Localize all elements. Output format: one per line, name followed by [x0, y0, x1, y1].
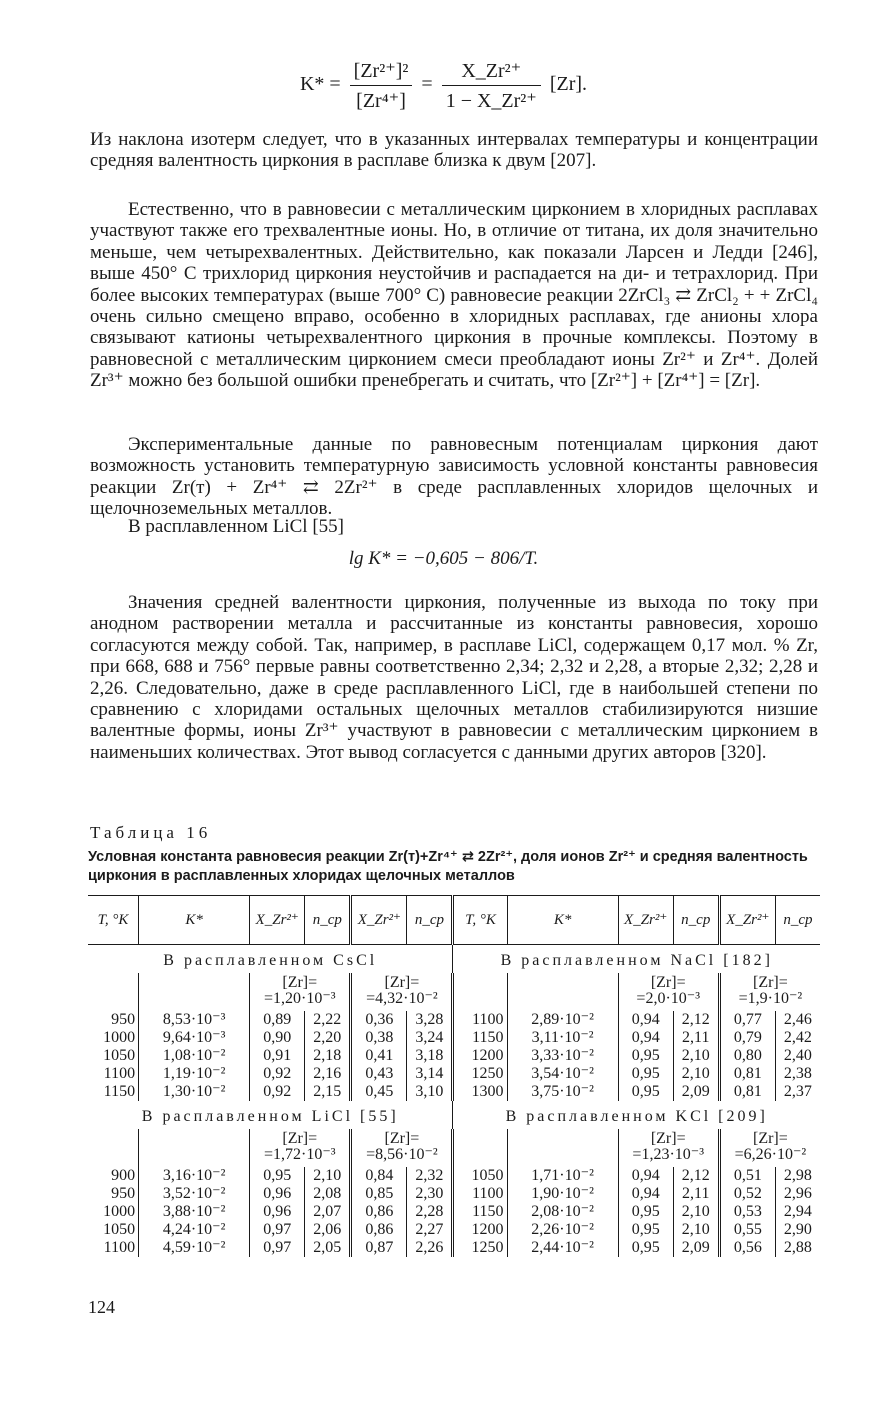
table-cell: 8,53·10⁻³ [139, 1011, 250, 1029]
table-cell: 2,40 [775, 1047, 820, 1065]
table-cell: 2,07 [305, 1203, 351, 1221]
table-row [88, 1167, 820, 1185]
table-cell: 0,86 [351, 1221, 407, 1239]
empty-cell [453, 1129, 507, 1167]
table-cell: 950 [111, 1185, 136, 1202]
table-cell: 0,53 [719, 1203, 775, 1221]
table-cell: 0,79 [719, 1029, 775, 1047]
table-cell: 2,10 [673, 1065, 719, 1083]
table-cell: 0,41 [351, 1047, 407, 1065]
table-cell: 3,18 [407, 1047, 453, 1065]
zr-concentration [618, 973, 719, 1011]
table-row [88, 1047, 820, 1065]
table-cell: 2,32 [407, 1167, 453, 1185]
table-cell: 0,86 [351, 1203, 407, 1221]
column-header: X_Zr²⁺ [618, 896, 673, 945]
table-cell: 0,52 [719, 1185, 775, 1203]
table-cell: 0,51 [719, 1167, 775, 1185]
zr-value: =1,72·10⁻³ [263, 1146, 336, 1163]
table-cell: 2,09 [673, 1083, 719, 1101]
table-row [88, 1221, 820, 1239]
zr-concentration [351, 1129, 453, 1167]
empty-cell [507, 1129, 618, 1167]
table-cell: 1100 [453, 1185, 507, 1203]
empty-cell [507, 973, 618, 1011]
table-cell: 1,30·10⁻² [139, 1083, 250, 1101]
table-cell: 0,95 [618, 1065, 673, 1083]
table-cell: 3,10 [407, 1083, 453, 1101]
table-body [88, 945, 820, 1258]
table-cell: 3,75·10⁻² [507, 1083, 618, 1101]
table-cell: 1,08·10⁻² [139, 1047, 250, 1065]
table-cell: 2,42 [775, 1029, 820, 1047]
table-cell: 0,87 [351, 1239, 407, 1257]
table-cell: 0,95 [618, 1047, 673, 1065]
column-header: K* [507, 896, 618, 945]
table-row [88, 1185, 820, 1203]
zr-value: =6,26·10⁻² [734, 1146, 807, 1163]
empty-cell [88, 973, 139, 1011]
table-cell: 3,28 [407, 1011, 453, 1029]
table-cell: 3,33·10⁻² [507, 1047, 618, 1065]
table-section-row [88, 1101, 820, 1129]
table-row [88, 1011, 820, 1029]
table-cell: 2,08 [305, 1185, 351, 1203]
table-cell: 2,89·10⁻² [507, 1011, 618, 1029]
zr-concentration [250, 1129, 351, 1167]
zr-concentration [719, 1129, 820, 1167]
table-cell: 0,81 [719, 1083, 775, 1101]
fraction-denominator: 1 − X_Zr²⁺ [445, 90, 537, 112]
zr-label: [Zr]= [384, 974, 420, 991]
zr-label: [Zr]= [650, 974, 686, 991]
table-cell: 1200 [453, 1047, 507, 1065]
table-cell: 2,12 [673, 1167, 719, 1185]
table-cell: 2,38 [775, 1065, 820, 1083]
fraction-numerator: [Zr²⁺]² [350, 58, 413, 86]
table-cell: 0,97 [250, 1239, 305, 1257]
table-cell: 3,88·10⁻² [139, 1203, 250, 1221]
table-cell: 2,05 [305, 1239, 351, 1257]
table-cell: 0,96 [250, 1203, 305, 1221]
empty-cell [139, 973, 250, 1011]
paragraph: Из наклона изотерм следует, что в указанных интервалах температуры и концентрации средняя валентность циркония в расплаве близка к двум [207]. [90, 129, 818, 172]
table-row [88, 1065, 820, 1083]
table-cell: 1150 [103, 1083, 136, 1100]
fraction-concentrations [350, 58, 413, 113]
table-concentration-row [88, 973, 820, 1011]
table-section-row [88, 945, 820, 974]
table-cell: 1000 [103, 1029, 136, 1046]
table-cell: 2,98 [775, 1167, 820, 1185]
table-cell: 1150 [453, 1203, 507, 1221]
table-cell: 4,59·10⁻² [139, 1239, 250, 1257]
table-cell: 1050 [103, 1221, 136, 1238]
table-cell: 2,28 [407, 1203, 453, 1221]
empty-cell [139, 1129, 250, 1167]
table-cell: 0,91 [250, 1047, 305, 1065]
zr-concentration [618, 1129, 719, 1167]
table-cell: 0,77 [719, 1011, 775, 1029]
table-cell: 2,96 [775, 1185, 820, 1203]
equilibrium-constant-formula [0, 58, 887, 113]
table-cell: 0,96 [250, 1185, 305, 1203]
table-cell: 0,90 [250, 1029, 305, 1047]
zr-value: =2,0·10⁻³ [636, 990, 701, 1007]
zr-label: [Zr]= [282, 974, 318, 991]
formula-equals: = [421, 73, 433, 96]
table-cell: 3,16·10⁻² [139, 1167, 250, 1185]
table-cell: 3,11·10⁻² [507, 1029, 618, 1047]
table-cell: 0,45 [351, 1083, 407, 1101]
table-cell: 1150 [453, 1029, 507, 1047]
zr-concentration [351, 973, 453, 1011]
table-cell: 0,95 [250, 1167, 305, 1185]
section-title: В расплавленном NaCl [182] [453, 945, 820, 974]
column-header: n_ср [407, 896, 453, 945]
table-concentration-row [88, 1129, 820, 1167]
table-cell: 1,71·10⁻² [507, 1167, 618, 1185]
table-cell: 3,52·10⁻² [139, 1185, 250, 1203]
zr-label: [Zr]= [282, 1130, 318, 1147]
table-cell: 2,37 [775, 1083, 820, 1101]
table-cell: 900 [111, 1167, 136, 1184]
table-cell: 3,14 [407, 1065, 453, 1083]
table-cell: 1,90·10⁻² [507, 1185, 618, 1203]
section-title: В расплавленном KCl [209] [453, 1101, 820, 1129]
table-cell: 0,56 [719, 1239, 775, 1257]
table-cell: 0,55 [719, 1221, 775, 1239]
table-cell: 1100 [103, 1065, 136, 1082]
column-header: K* [139, 896, 250, 945]
table-cell: 0,95 [618, 1203, 673, 1221]
zr-concentration [250, 973, 351, 1011]
table-cell: 1300 [453, 1083, 507, 1101]
zr-value: =8,56·10⁻² [366, 1146, 438, 1163]
table-cell: 0,95 [618, 1239, 673, 1257]
table-cell: 0,97 [250, 1221, 305, 1239]
zr-value: =1,20·10⁻³ [263, 990, 336, 1007]
fraction-mole-fraction [442, 58, 541, 113]
table-cell: 2,22 [305, 1011, 351, 1029]
table-cell: 2,46 [775, 1011, 820, 1029]
column-header: X_Zr²⁺ [351, 896, 407, 945]
table-caption: Условная константа равновесия реакции Zr(т)+Zr⁴⁺ ⇄ 2Zr²⁺, доля ионов Zr²⁺ и средняя валентность циркония в расплавленных хлоридах щелочных металлов [88, 849, 808, 884]
table-cell: 1250 [453, 1065, 507, 1083]
table-row [88, 1029, 820, 1047]
table-cell: 2,18 [305, 1047, 351, 1065]
page-number: 124 [88, 1297, 115, 1317]
table-cell: 1,19·10⁻² [139, 1065, 250, 1083]
zr-value: =1,9·10⁻² [738, 990, 803, 1007]
zr-value: =4,32·10⁻² [366, 990, 438, 1007]
table-cell: 2,10 [673, 1047, 719, 1065]
table-header-row [88, 896, 820, 945]
table-cell: 2,10 [673, 1203, 719, 1221]
column-header: T, °K [88, 896, 139, 945]
table-row [88, 1083, 820, 1101]
table-cell: 0,94 [618, 1185, 673, 1203]
table-cell: 2,11 [673, 1185, 719, 1203]
table-cell: 0,95 [618, 1083, 673, 1101]
paragraph: В расплавленном LiCl [55] [128, 516, 344, 537]
paragraph: Экспериментальные данные по равновесным потенциалам циркония дают возможность установить температурную зависимость условной константы равновесия реакции Zr(т) + Zr⁴⁺ ⇄ 2Zr²⁺ в среде расплавленных хлоридов щелочных и щелочноземельных металлов. [90, 434, 818, 520]
empty-cell [453, 973, 507, 1011]
table-cell: 2,16 [305, 1065, 351, 1083]
column-header: X_Zr²⁺ [719, 896, 775, 945]
table-cell: 0,92 [250, 1083, 305, 1101]
table-cell: 0,89 [250, 1011, 305, 1029]
table-number: Таблица 16 [90, 823, 212, 842]
table-cell: 1000 [103, 1203, 136, 1220]
table-cell: 0,94 [618, 1167, 673, 1185]
section-title: В расплавленном LiCl [55] [141, 1108, 399, 1125]
paragraph: Естественно, что в равновесии с металлическим цирконием в хлоридных расплавах участвуют также его трехвалентные ионы. Но, в отличие от титана, их доля значительно меньше, чем четырехвалентных. Действительно, как показали Ларсен и Ледди [246], выше 450° С трихлорид циркония неустойчив и распадается на ди- и тетрахлорид. При более высоких температурах (выше 700° С) равновесие реакции 2ZrCl₃ ⇄ ZrCl₂ + + ZrCl₄ очень сильно смещено вправо, особенно в хлоридных расплавах, где анионы хлора связывают катионы четырехвалентного циркония в прочные комплексы. Поэтому в равновесной с металлическим цирконием смеси преобладают ионы Zr²⁺ и Zr⁴⁺. Долей Zr³⁺ можно без большой ошибки пренебрегать и считать, что [Zr²⁺] + [Zr⁴⁺] = [Zr]. [90, 199, 818, 392]
table-cell: 2,88 [775, 1239, 820, 1257]
zr-concentration [719, 973, 820, 1011]
table-cell: 0,84 [351, 1167, 407, 1185]
table-cell: 3,54·10⁻² [507, 1065, 618, 1083]
formula-lhs: K* = [299, 73, 341, 96]
paragraph: Значения средней валентности циркония, полученные из выхода по току при анодном растворении металла и рассчитанные из константы равновесия, хорошо согласуются между собой. Так, например, в расплаве LiCl, содержащем 0,17 мол. % Zr, при 668, 688 и 756° первые равны соответственно 2,34; 2,32 и 2,28, а вторые 2,32; 2,28 и 2,26. Следовательно, даже в среде расплавленного LiCl, где в наибольшей степени по сравнению с хлоридами остальных щелочных металлов стабилизируются низшие валентные формы, ионы Zr³⁺ участвуют в равновесии с металлическим цирконием в наименьших количествах. Этот вывод согласуется с данными других авторов [320]. [90, 592, 818, 763]
column-header: n_ср [305, 896, 351, 945]
table-cell: 2,44·10⁻² [507, 1239, 618, 1257]
table-cell: 1200 [453, 1221, 507, 1239]
table-cell: 0,92 [250, 1065, 305, 1083]
table-cell: 2,26 [407, 1239, 453, 1257]
column-header: n_ср [775, 896, 820, 945]
table-cell: 4,24·10⁻² [139, 1221, 250, 1239]
table-cell: 0,94 [618, 1011, 673, 1029]
table-cell: 0,38 [351, 1029, 407, 1047]
table-cell: 9,64·10⁻³ [139, 1029, 250, 1047]
empty-cell [88, 1129, 139, 1167]
table-cell: 1100 [103, 1239, 136, 1256]
table-cell: 0,81 [719, 1065, 775, 1083]
zr-value: =1,23·10⁻³ [632, 1146, 705, 1163]
zr-label: [Zr]= [753, 1130, 788, 1147]
data-table [88, 895, 820, 1257]
column-header: T, °K [453, 896, 507, 945]
table-cell: 1050 [103, 1047, 136, 1064]
table-cell: 0,94 [618, 1029, 673, 1047]
table-cell: 950 [111, 1011, 136, 1028]
table-cell: 2,10 [673, 1221, 719, 1239]
zr-label: [Zr]= [384, 1130, 420, 1147]
fraction-denominator: [Zr⁴⁺] [356, 90, 406, 112]
table-cell: 2,94 [775, 1203, 820, 1221]
column-header: n_ср [673, 896, 719, 945]
table-cell: 2,08·10⁻² [507, 1203, 618, 1221]
table-cell: 2,12 [673, 1011, 719, 1029]
table-cell: 0,43 [351, 1065, 407, 1083]
table-cell: 2,10 [305, 1167, 351, 1185]
table-cell: 0,85 [351, 1185, 407, 1203]
table-cell: 1100 [453, 1011, 507, 1029]
formula-rhs: [Zr]. [549, 73, 588, 96]
table-cell: 2,06 [305, 1221, 351, 1239]
table-cell: 2,11 [673, 1029, 719, 1047]
table-row [88, 1203, 820, 1221]
zr-label: [Zr]= [753, 974, 788, 991]
table-cell: 2,15 [305, 1083, 351, 1101]
table-cell: 2,09 [673, 1239, 719, 1257]
table-cell: 1050 [453, 1167, 507, 1185]
table-cell: 0,36 [351, 1011, 407, 1029]
table-cell: 2,26·10⁻² [507, 1221, 618, 1239]
table-cell: 2,20 [305, 1029, 351, 1047]
table-cell: 3,24 [407, 1029, 453, 1047]
zr-label: [Zr]= [650, 1130, 686, 1147]
table-cell: 0,95 [618, 1221, 673, 1239]
table-cell: 2,27 [407, 1221, 453, 1239]
temperature-dependence-formula: lg K* = −0,605 − 806/T. [348, 548, 539, 569]
table-cell: 2,30 [407, 1185, 453, 1203]
column-header: X_Zr²⁺ [250, 896, 305, 945]
table-cell: 1250 [453, 1239, 507, 1257]
table-cell: 2,90 [775, 1221, 820, 1239]
section-title: В расплавленном CsCl [163, 952, 378, 969]
table-cell: 0,80 [719, 1047, 775, 1065]
table-row [88, 1239, 820, 1257]
fraction-numerator: X_Zr²⁺ [442, 58, 541, 86]
